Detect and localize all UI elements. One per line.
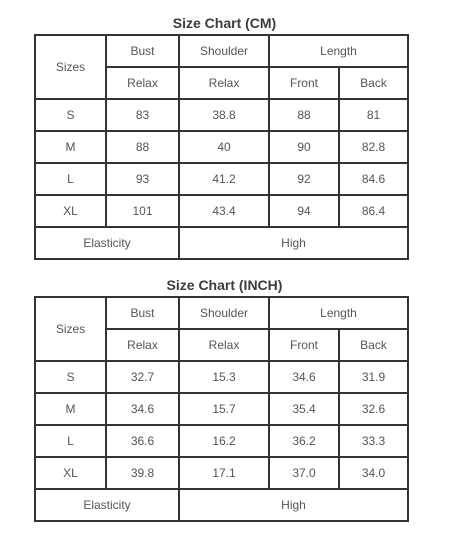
header-row xyxy=(35,297,408,329)
cell-back: 82.8 xyxy=(339,131,408,163)
subheader-back: Back xyxy=(339,67,408,99)
cell-shoulder: 41.2 xyxy=(179,163,269,195)
table-row xyxy=(35,425,408,457)
elasticity-row xyxy=(35,489,408,521)
table-row xyxy=(35,457,408,489)
cell-back: 86.4 xyxy=(339,195,408,227)
table-row xyxy=(35,131,408,163)
cell-front: 92 xyxy=(269,163,339,195)
table-row xyxy=(35,163,408,195)
cell-bust: 36.6 xyxy=(106,425,179,457)
cell-bust: 34.6 xyxy=(106,393,179,425)
cell-size: XL xyxy=(35,457,106,489)
cell-size: L xyxy=(35,425,106,457)
cell-back: 31.9 xyxy=(339,361,408,393)
cell-size: S xyxy=(35,99,106,131)
table-row xyxy=(35,361,408,393)
cell-size: XL xyxy=(35,195,106,227)
cell-back: 84.6 xyxy=(339,163,408,195)
cell-bust: 83 xyxy=(106,99,179,131)
elasticity-label: Elasticity xyxy=(35,227,179,259)
cell-front: 94 xyxy=(269,195,339,227)
cell-size: S xyxy=(35,361,106,393)
header-row xyxy=(35,35,408,67)
cell-back: 81 xyxy=(339,99,408,131)
table-row xyxy=(35,99,408,131)
cell-shoulder: 38.8 xyxy=(179,99,269,131)
header-bust: Bust xyxy=(106,35,179,67)
elasticity-row xyxy=(35,227,408,259)
elasticity-value: High xyxy=(179,489,408,521)
header-length: Length xyxy=(269,297,408,329)
elasticity-label: Elasticity xyxy=(35,489,179,521)
cell-back: 32.6 xyxy=(339,393,408,425)
cell-bust: 39.8 xyxy=(106,457,179,489)
subheader-bust-relax: Relax xyxy=(106,67,179,99)
cell-bust: 93 xyxy=(106,163,179,195)
cell-bust: 88 xyxy=(106,131,179,163)
cell-front: 36.2 xyxy=(269,425,339,457)
table-row xyxy=(35,195,408,227)
header-bust: Bust xyxy=(106,297,179,329)
cell-back: 34.0 xyxy=(339,457,408,489)
subheader-front: Front xyxy=(269,329,339,361)
cm-size-table xyxy=(34,34,409,260)
header-shoulder: Shoulder xyxy=(179,297,269,329)
cell-size: M xyxy=(35,131,106,163)
elasticity-value: High xyxy=(179,227,408,259)
table-row xyxy=(35,393,408,425)
subheader-shoulder-relax: Relax xyxy=(179,329,269,361)
header-sizes: Sizes xyxy=(35,297,106,361)
cell-shoulder: 43.4 xyxy=(179,195,269,227)
cell-shoulder: 15.3 xyxy=(179,361,269,393)
cell-front: 34.6 xyxy=(269,361,339,393)
cell-shoulder: 15.7 xyxy=(179,393,269,425)
cell-front: 88 xyxy=(269,99,339,131)
cell-bust: 32.7 xyxy=(106,361,179,393)
cell-shoulder: 16.2 xyxy=(179,425,269,457)
header-sizes: Sizes xyxy=(35,35,106,99)
cell-front: 35.4 xyxy=(269,393,339,425)
subheader-bust-relax: Relax xyxy=(106,329,179,361)
subheader-back: Back xyxy=(339,329,408,361)
inch-chart-title: Size Chart (INCH) xyxy=(166,277,283,293)
cell-bust: 101 xyxy=(106,195,179,227)
cell-shoulder: 17.1 xyxy=(179,457,269,489)
cell-back: 33.3 xyxy=(339,425,408,457)
cm-chart-title: Size Chart (CM) xyxy=(172,15,277,31)
header-shoulder: Shoulder xyxy=(179,35,269,67)
header-length: Length xyxy=(269,35,408,67)
subheader-front: Front xyxy=(269,67,339,99)
cell-size: L xyxy=(35,163,106,195)
cell-front: 37.0 xyxy=(269,457,339,489)
inch-size-table xyxy=(34,296,409,522)
subheader-shoulder-relax: Relax xyxy=(179,67,269,99)
cell-front: 90 xyxy=(269,131,339,163)
cell-size: M xyxy=(35,393,106,425)
cell-shoulder: 40 xyxy=(179,131,269,163)
